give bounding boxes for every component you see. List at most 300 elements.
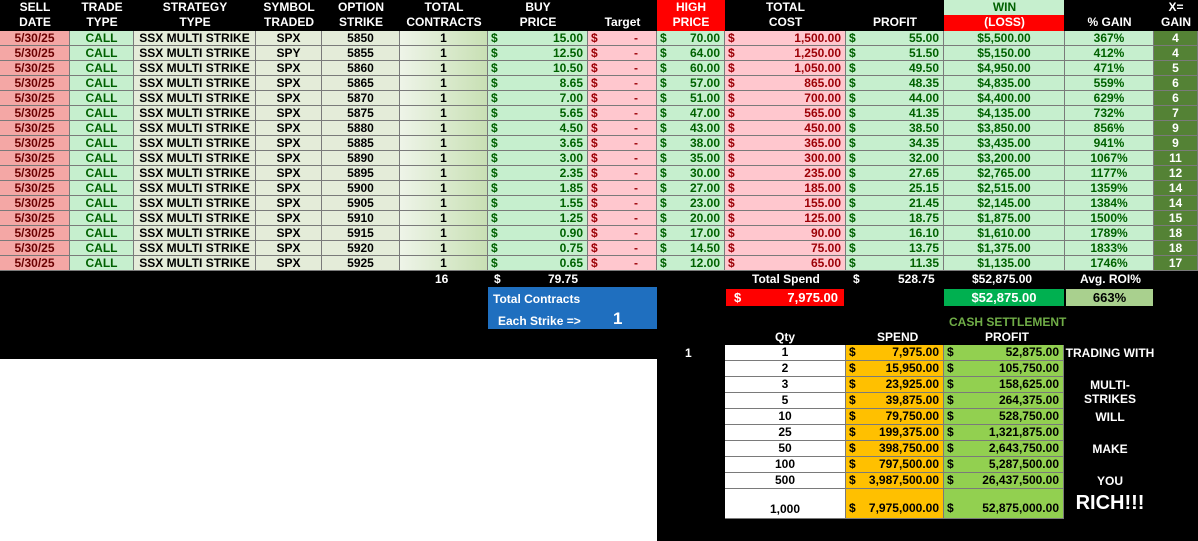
row-5-date: 5/30/25 bbox=[0, 91, 70, 106]
header-x-line2: GAIN bbox=[1161, 15, 1191, 29]
header-sell_date-line2: DATE bbox=[19, 15, 51, 29]
row-3-cost-currency: $ bbox=[728, 61, 735, 75]
cash-row-1-qty: 1 bbox=[725, 345, 846, 361]
cash-row-10-qty: 1,000 bbox=[725, 489, 846, 519]
cash-row-10-spend-currency: $ bbox=[849, 501, 856, 515]
header-strategy-line2: TYPE bbox=[179, 15, 211, 29]
row-10-high bbox=[657, 166, 725, 181]
row-14-strike: 5915 bbox=[322, 226, 400, 241]
row-13-gain: 1500% bbox=[1065, 211, 1154, 226]
total-profit-value: 528.75 bbox=[898, 272, 935, 286]
row-4-profit-currency: $ bbox=[849, 76, 856, 90]
row-5-buy bbox=[488, 91, 588, 106]
cash-row-1-spend-value: 7,975.00 bbox=[892, 345, 939, 359]
row-6-x: 7 bbox=[1154, 106, 1198, 121]
row-6-high bbox=[657, 106, 725, 121]
total-buy-value: 79.75 bbox=[548, 272, 579, 286]
row-15-profit-value: 13.75 bbox=[908, 241, 939, 255]
row-12-type: CALL bbox=[70, 196, 134, 211]
row-16-x: 17 bbox=[1154, 256, 1198, 271]
row-1-date: 5/30/25 bbox=[0, 31, 70, 46]
row-8-profit-value: 34.35 bbox=[908, 136, 939, 150]
row-3-win: $4,950.00 bbox=[944, 61, 1065, 76]
cash-row-8-spend-value: 797,500.00 bbox=[878, 457, 939, 471]
row-15-buy-value: 0.75 bbox=[559, 241, 583, 255]
row-11-symbol: SPX bbox=[256, 181, 322, 196]
cash-row-6-spend bbox=[846, 425, 944, 441]
row-8-target-currency: $ bbox=[591, 136, 598, 150]
row-10-x: 12 bbox=[1154, 166, 1198, 181]
side-text-3: WILL bbox=[1095, 410, 1125, 424]
row-15-target-currency: $ bbox=[591, 241, 598, 255]
cash-row-8-profit-currency: $ bbox=[947, 457, 954, 471]
row-3-target-value: - bbox=[634, 61, 638, 75]
row-8-gain: 941% bbox=[1065, 136, 1154, 151]
contracts-box-subtitle: Each Strike => bbox=[498, 314, 581, 328]
row-2-high-currency: $ bbox=[660, 46, 667, 60]
row-16-type: CALL bbox=[70, 256, 134, 271]
row-10-date: 5/30/25 bbox=[0, 166, 70, 181]
row-3-strike: 5860 bbox=[322, 61, 400, 76]
row-15-strategy: SSX MULTI STRIKE bbox=[134, 241, 256, 256]
row-12-target-currency: $ bbox=[591, 196, 598, 210]
row-8-cost-value: 365.00 bbox=[804, 136, 841, 150]
row-12-buy-value: 1.55 bbox=[559, 196, 583, 210]
row-12-target-value: - bbox=[634, 196, 638, 210]
row-1-type: CALL bbox=[70, 31, 134, 46]
row-8-date: 5/30/25 bbox=[0, 136, 70, 151]
cash-row-2-profit-value: 105,750.00 bbox=[998, 361, 1059, 375]
row-6-target-value: - bbox=[634, 106, 638, 120]
cash-row-7-profit-value: 2,643,750.00 bbox=[988, 441, 1059, 455]
row-7-buy bbox=[488, 121, 588, 136]
row-12-cost-currency: $ bbox=[728, 196, 735, 210]
row-4-profit bbox=[846, 76, 944, 91]
row-12-target bbox=[588, 196, 657, 211]
cash-row-10-profit bbox=[944, 489, 1064, 519]
row-1-cost bbox=[725, 31, 846, 46]
row-15-profit-currency: $ bbox=[849, 241, 856, 255]
header-buy-line1: BUY bbox=[525, 0, 551, 14]
row-9-date: 5/30/25 bbox=[0, 151, 70, 166]
row-13-cost bbox=[725, 211, 846, 226]
row-13-buy-currency: $ bbox=[491, 211, 498, 225]
row-11-buy bbox=[488, 181, 588, 196]
row-10-target-value: - bbox=[634, 166, 638, 180]
row-2-x: 4 bbox=[1154, 46, 1198, 61]
row-13-cost-currency: $ bbox=[728, 211, 735, 225]
cash-row-6-profit bbox=[944, 425, 1064, 441]
row-13-date: 5/30/25 bbox=[0, 211, 70, 226]
cash-row-5-spend-value: 79,750.00 bbox=[885, 409, 939, 423]
row-6-date: 5/30/25 bbox=[0, 106, 70, 121]
row-1-buy-currency: $ bbox=[491, 31, 498, 45]
row-3-high-value: 60.00 bbox=[689, 61, 720, 75]
row-15-win: $1,375.00 bbox=[944, 241, 1065, 256]
row-13-buy bbox=[488, 211, 588, 226]
row-3-target bbox=[588, 61, 657, 76]
cash-row-9-spend-currency: $ bbox=[849, 473, 856, 487]
cash-row-10-profit-value: 52,875,000.00 bbox=[982, 501, 1059, 515]
row-2-buy bbox=[488, 46, 588, 61]
row-15-cost bbox=[725, 241, 846, 256]
row-12-high-currency: $ bbox=[660, 196, 667, 210]
row-1-x: 4 bbox=[1154, 31, 1198, 46]
row-4-symbol: SPX bbox=[256, 76, 322, 91]
row-14-high-currency: $ bbox=[660, 226, 667, 240]
row-11-buy-value: 1.85 bbox=[559, 181, 583, 195]
row-9-high-value: 35.00 bbox=[689, 151, 720, 165]
row-13-profit-value: 18.75 bbox=[908, 211, 939, 225]
row-4-profit-value: 48.35 bbox=[908, 76, 939, 90]
row-14-buy-currency: $ bbox=[491, 226, 498, 240]
row-16-strike: 5925 bbox=[322, 256, 400, 271]
row-14-buy-value: 0.90 bbox=[559, 226, 583, 240]
row-16-strategy: SSX MULTI STRIKE bbox=[134, 256, 256, 271]
row-9-gain: 1067% bbox=[1065, 151, 1154, 166]
cash-row-7-profit-currency: $ bbox=[947, 441, 954, 455]
row-3-profit-value: 49.50 bbox=[908, 61, 939, 75]
row-1-buy bbox=[488, 31, 588, 46]
cash-row-1-profit bbox=[944, 345, 1064, 361]
header-sell_date-line1: SELL bbox=[19, 0, 51, 14]
header-trade_type-line1: TRADE bbox=[81, 0, 123, 14]
row-13-high-currency: $ bbox=[660, 211, 667, 225]
header-profit-line2: PROFIT bbox=[873, 15, 917, 29]
row-14-strategy: SSX MULTI STRIKE bbox=[134, 226, 256, 241]
row-7-cost-value: 450.00 bbox=[804, 121, 841, 135]
row-3-gain: 471% bbox=[1065, 61, 1154, 76]
cash-row-3-profit-value: 158,625.00 bbox=[998, 377, 1059, 391]
row-1-high-value: 70.00 bbox=[689, 31, 720, 45]
row-8-profit bbox=[846, 136, 944, 151]
row-15-target-value: - bbox=[634, 241, 638, 255]
row-5-win: $4,400.00 bbox=[944, 91, 1065, 106]
row-6-high-value: 47.00 bbox=[689, 106, 720, 120]
row-6-cost bbox=[725, 106, 846, 121]
row-3-x: 5 bbox=[1154, 61, 1198, 76]
cash-row-10-spend-value: 7,975,000.00 bbox=[868, 501, 939, 515]
row-8-cost-currency: $ bbox=[728, 136, 735, 150]
row-2-high bbox=[657, 46, 725, 61]
header-x-line1: X= bbox=[1168, 0, 1184, 14]
row-7-buy-value: 4.50 bbox=[559, 121, 583, 135]
row-12-profit-value: 21.45 bbox=[908, 196, 939, 210]
cash-row-10-profit-currency: $ bbox=[947, 501, 954, 515]
row-4-type: CALL bbox=[70, 76, 134, 91]
row-15-target bbox=[588, 241, 657, 256]
row-14-gain: 1789% bbox=[1065, 226, 1154, 241]
row-12-profit-currency: $ bbox=[849, 196, 856, 210]
cash-row-1-spend-currency: $ bbox=[849, 345, 856, 359]
header-symbol-line2: TRADED bbox=[264, 15, 314, 29]
row-2-high-value: 64.00 bbox=[689, 46, 720, 60]
row-10-gain: 1177% bbox=[1065, 166, 1154, 181]
row-4-cost-currency: $ bbox=[728, 76, 735, 90]
row-2-strategy: SSX MULTI STRIKE bbox=[134, 46, 256, 61]
cash-row-5-profit-currency: $ bbox=[947, 409, 954, 423]
row-11-strategy: SSX MULTI STRIKE bbox=[134, 181, 256, 196]
row-8-buy-currency: $ bbox=[491, 136, 498, 150]
row-5-strategy: SSX MULTI STRIKE bbox=[134, 91, 256, 106]
total-contracts-value: 16 bbox=[435, 272, 449, 286]
row-12-symbol: SPX bbox=[256, 196, 322, 211]
row-13-profit-currency: $ bbox=[849, 211, 856, 225]
total-profit-dollar: $ bbox=[853, 272, 860, 286]
row-12-profit bbox=[846, 196, 944, 211]
row-14-high-value: 17.00 bbox=[689, 226, 720, 240]
row-5-high-value: 51.00 bbox=[689, 91, 720, 105]
row-6-profit-currency: $ bbox=[849, 106, 856, 120]
row-10-type: CALL bbox=[70, 166, 134, 181]
row-16-contracts: 1 bbox=[400, 256, 488, 271]
row-13-target bbox=[588, 211, 657, 226]
row-8-profit-currency: $ bbox=[849, 136, 856, 150]
row-15-cost-currency: $ bbox=[728, 241, 735, 255]
row-9-type: CALL bbox=[70, 151, 134, 166]
header-win-line1: WIN bbox=[992, 0, 1017, 14]
row-15-symbol: SPX bbox=[256, 241, 322, 256]
row-10-buy-value: 2.35 bbox=[559, 166, 583, 180]
row-7-symbol: SPX bbox=[256, 121, 322, 136]
row-11-profit-value: 25.15 bbox=[908, 181, 939, 195]
row-10-win: $2,765.00 bbox=[944, 166, 1065, 181]
row-13-win: $1,875.00 bbox=[944, 211, 1065, 226]
cash-row-5-spend-currency: $ bbox=[849, 409, 856, 423]
row-3-cost bbox=[725, 61, 846, 76]
row-13-high-value: 20.00 bbox=[689, 211, 720, 225]
cash-row-8-profit-value: 5,287,500.00 bbox=[988, 457, 1059, 471]
row-1-contracts: 1 bbox=[400, 31, 488, 46]
row-3-date: 5/30/25 bbox=[0, 61, 70, 76]
cash-row-9-qty: 500 bbox=[725, 473, 846, 489]
row-15-strike: 5920 bbox=[322, 241, 400, 256]
row-10-high-value: 30.00 bbox=[689, 166, 720, 180]
row-13-strategy: SSX MULTI STRIKE bbox=[134, 211, 256, 226]
cash-row-5-profit-value: 528,750.00 bbox=[998, 409, 1059, 423]
row-4-high bbox=[657, 76, 725, 91]
row-2-target-currency: $ bbox=[591, 46, 598, 60]
row-6-strategy: SSX MULTI STRIKE bbox=[134, 106, 256, 121]
row-15-contracts: 1 bbox=[400, 241, 488, 256]
row-4-strike: 5865 bbox=[322, 76, 400, 91]
row-16-target-value: - bbox=[634, 256, 638, 270]
cash-row-2-profit-currency: $ bbox=[947, 361, 954, 375]
row-9-x: 11 bbox=[1154, 151, 1198, 166]
row-2-buy-value: 12.50 bbox=[552, 46, 583, 60]
row-6-gain: 732% bbox=[1065, 106, 1154, 121]
row-8-type: CALL bbox=[70, 136, 134, 151]
row-12-high bbox=[657, 196, 725, 211]
row-1-high-currency: $ bbox=[660, 31, 667, 45]
cash-row-2-profit bbox=[944, 361, 1064, 377]
cash-row-7-spend-currency: $ bbox=[849, 441, 856, 455]
cash-row-3-spend bbox=[846, 377, 944, 393]
cash-row-5-spend bbox=[846, 409, 944, 425]
row-6-high-currency: $ bbox=[660, 106, 667, 120]
row-7-gain: 856% bbox=[1065, 121, 1154, 136]
row-6-strike: 5875 bbox=[322, 106, 400, 121]
row-14-target-currency: $ bbox=[591, 226, 598, 240]
row-5-symbol: SPX bbox=[256, 91, 322, 106]
row-5-target-currency: $ bbox=[591, 91, 598, 105]
row-6-buy bbox=[488, 106, 588, 121]
cash-row-4-spend bbox=[846, 393, 944, 409]
cash-row-2-spend bbox=[846, 361, 944, 377]
row-12-win: $2,145.00 bbox=[944, 196, 1065, 211]
row-14-cost-currency: $ bbox=[728, 226, 735, 240]
total-spend-value: 7,975.00 bbox=[787, 290, 838, 305]
row-1-target-value: - bbox=[634, 31, 638, 45]
row-6-profit-value: 41.35 bbox=[908, 106, 939, 120]
row-8-contracts: 1 bbox=[400, 136, 488, 151]
row-5-target-value: - bbox=[634, 91, 638, 105]
row-1-buy-value: 15.00 bbox=[552, 31, 583, 45]
row-12-strike: 5905 bbox=[322, 196, 400, 211]
row-8-strategy: SSX MULTI STRIKE bbox=[134, 136, 256, 151]
row-16-buy bbox=[488, 256, 588, 271]
row-2-target bbox=[588, 46, 657, 61]
row-7-win: $3,850.00 bbox=[944, 121, 1065, 136]
cash-row-2-spend-value: 15,950.00 bbox=[885, 361, 939, 375]
row-8-symbol: SPX bbox=[256, 136, 322, 151]
row-1-gain: 367% bbox=[1065, 31, 1154, 46]
row-1-win: $5,500.00 bbox=[944, 31, 1065, 46]
row-4-buy-value: 8.65 bbox=[559, 76, 583, 90]
row-2-target-value: - bbox=[634, 46, 638, 60]
row-4-cost bbox=[725, 76, 846, 91]
row-9-high bbox=[657, 151, 725, 166]
row-15-type: CALL bbox=[70, 241, 134, 256]
total-win-value: $52,875.00 bbox=[972, 272, 1033, 286]
side-text-2: MULTI-STRIKES bbox=[1083, 378, 1136, 406]
cash-row-4-spend-currency: $ bbox=[849, 393, 856, 407]
row-3-high-currency: $ bbox=[660, 61, 667, 75]
row-4-buy-currency: $ bbox=[491, 76, 498, 90]
row-2-win: $5,150.00 bbox=[944, 46, 1065, 61]
cash-settlement-title: CASH SETTLEMENT bbox=[949, 315, 1067, 329]
header-strike-line1: OPTION bbox=[337, 0, 384, 14]
row-14-date: 5/30/25 bbox=[0, 226, 70, 241]
row-1-cost-currency: $ bbox=[728, 31, 735, 45]
row-16-win: $1,135.00 bbox=[944, 256, 1065, 271]
row-1-cost-value: 1,500.00 bbox=[794, 31, 841, 45]
cash-row-1-profit-currency: $ bbox=[947, 345, 954, 359]
row-3-type: CALL bbox=[70, 61, 134, 76]
header-high-line1: HIGH bbox=[676, 0, 706, 14]
row-16-profit-value: 11.35 bbox=[909, 256, 939, 270]
row-5-x: 6 bbox=[1154, 91, 1198, 106]
row-5-cost-value: 700.00 bbox=[804, 91, 841, 105]
row-13-contracts: 1 bbox=[400, 211, 488, 226]
row-7-cost-currency: $ bbox=[728, 121, 735, 135]
row-5-profit-value: 44.00 bbox=[908, 91, 939, 105]
row-3-buy bbox=[488, 61, 588, 76]
cash-row-3-spend-value: 23,925.00 bbox=[885, 377, 939, 391]
row-14-x: 18 bbox=[1154, 226, 1198, 241]
row-12-contracts: 1 bbox=[400, 196, 488, 211]
contracts-per-strike-value[interactable]: 1 bbox=[613, 309, 623, 328]
row-2-profit-value: 51.50 bbox=[908, 46, 939, 60]
row-12-gain: 1384% bbox=[1065, 196, 1154, 211]
row-14-symbol: SPX bbox=[256, 226, 322, 241]
row-6-symbol: SPX bbox=[256, 106, 322, 121]
row-11-contracts: 1 bbox=[400, 181, 488, 196]
cash-row-6-spend-value: 199,375.00 bbox=[878, 425, 939, 439]
cash-row-6-profit-currency: $ bbox=[947, 425, 954, 439]
row-15-buy bbox=[488, 241, 588, 256]
cash-row-6-spend-currency: $ bbox=[849, 425, 856, 439]
row-5-profit-currency: $ bbox=[849, 91, 856, 105]
row-5-profit bbox=[846, 91, 944, 106]
row-12-cost-value: 155.00 bbox=[804, 196, 841, 210]
cash-row-3-profit bbox=[944, 377, 1064, 393]
row-2-buy-currency: $ bbox=[491, 46, 498, 60]
row-7-date: 5/30/25 bbox=[0, 121, 70, 136]
cash-row-5-qty: 10 bbox=[725, 409, 846, 425]
row-13-symbol: SPX bbox=[256, 211, 322, 226]
cash-row-7-spend-value: 398,750.00 bbox=[878, 441, 939, 455]
row-1-high bbox=[657, 31, 725, 46]
row-11-profit-currency: $ bbox=[849, 181, 856, 195]
row-10-target bbox=[588, 166, 657, 181]
contracts-per-strike-box bbox=[488, 287, 657, 329]
row-14-high bbox=[657, 226, 725, 241]
row-9-profit-currency: $ bbox=[849, 151, 856, 165]
row-7-target-value: - bbox=[634, 121, 638, 135]
row-4-target-currency: $ bbox=[591, 76, 598, 90]
row-13-buy-value: 1.25 bbox=[559, 211, 583, 225]
cash-row-10-spend bbox=[846, 489, 944, 519]
row-1-target-currency: $ bbox=[591, 31, 598, 45]
row-15-high-value: 14.50 bbox=[689, 241, 720, 255]
row-8-target-value: - bbox=[634, 136, 638, 150]
row-1-profit-value: 55.00 bbox=[908, 31, 939, 45]
row-10-strategy: SSX MULTI STRIKE bbox=[134, 166, 256, 181]
header-gain-line2: % GAIN bbox=[1087, 15, 1132, 29]
row-11-win: $2,515.00 bbox=[944, 181, 1065, 196]
row-8-high bbox=[657, 136, 725, 151]
row-4-date: 5/30/25 bbox=[0, 76, 70, 91]
row-5-strike: 5870 bbox=[322, 91, 400, 106]
cash-row-3-spend-currency: $ bbox=[849, 377, 856, 391]
row-8-high-value: 38.00 bbox=[689, 136, 720, 150]
row-2-date: 5/30/25 bbox=[0, 46, 70, 61]
row-14-win: $1,610.00 bbox=[944, 226, 1065, 241]
row-11-cost-currency: $ bbox=[728, 181, 735, 195]
cash-row-7-qty: 50 bbox=[725, 441, 846, 457]
cash-col-qty: Qty bbox=[775, 330, 796, 344]
row-5-gain: 629% bbox=[1065, 91, 1154, 106]
row-8-target bbox=[588, 136, 657, 151]
row-16-high-currency: $ bbox=[660, 256, 667, 270]
row-5-target bbox=[588, 91, 657, 106]
row-12-strategy: SSX MULTI STRIKE bbox=[134, 196, 256, 211]
row-15-gain: 1833% bbox=[1065, 241, 1154, 256]
row-10-high-currency: $ bbox=[660, 166, 667, 180]
row-4-target-value: - bbox=[634, 76, 638, 90]
row-9-profit-value: 32.00 bbox=[908, 151, 939, 165]
cash-row-2-qty: 2 bbox=[725, 361, 846, 377]
avg-roi-label: Avg. ROI% bbox=[1080, 272, 1141, 286]
row-11-high bbox=[657, 181, 725, 196]
header-high-line2: PRICE bbox=[672, 15, 710, 29]
row-5-high bbox=[657, 91, 725, 106]
row-3-profit bbox=[846, 61, 944, 76]
row-5-buy-currency: $ bbox=[491, 91, 498, 105]
total-spend-dollar: $ bbox=[734, 290, 742, 305]
row-10-profit-currency: $ bbox=[849, 166, 856, 180]
